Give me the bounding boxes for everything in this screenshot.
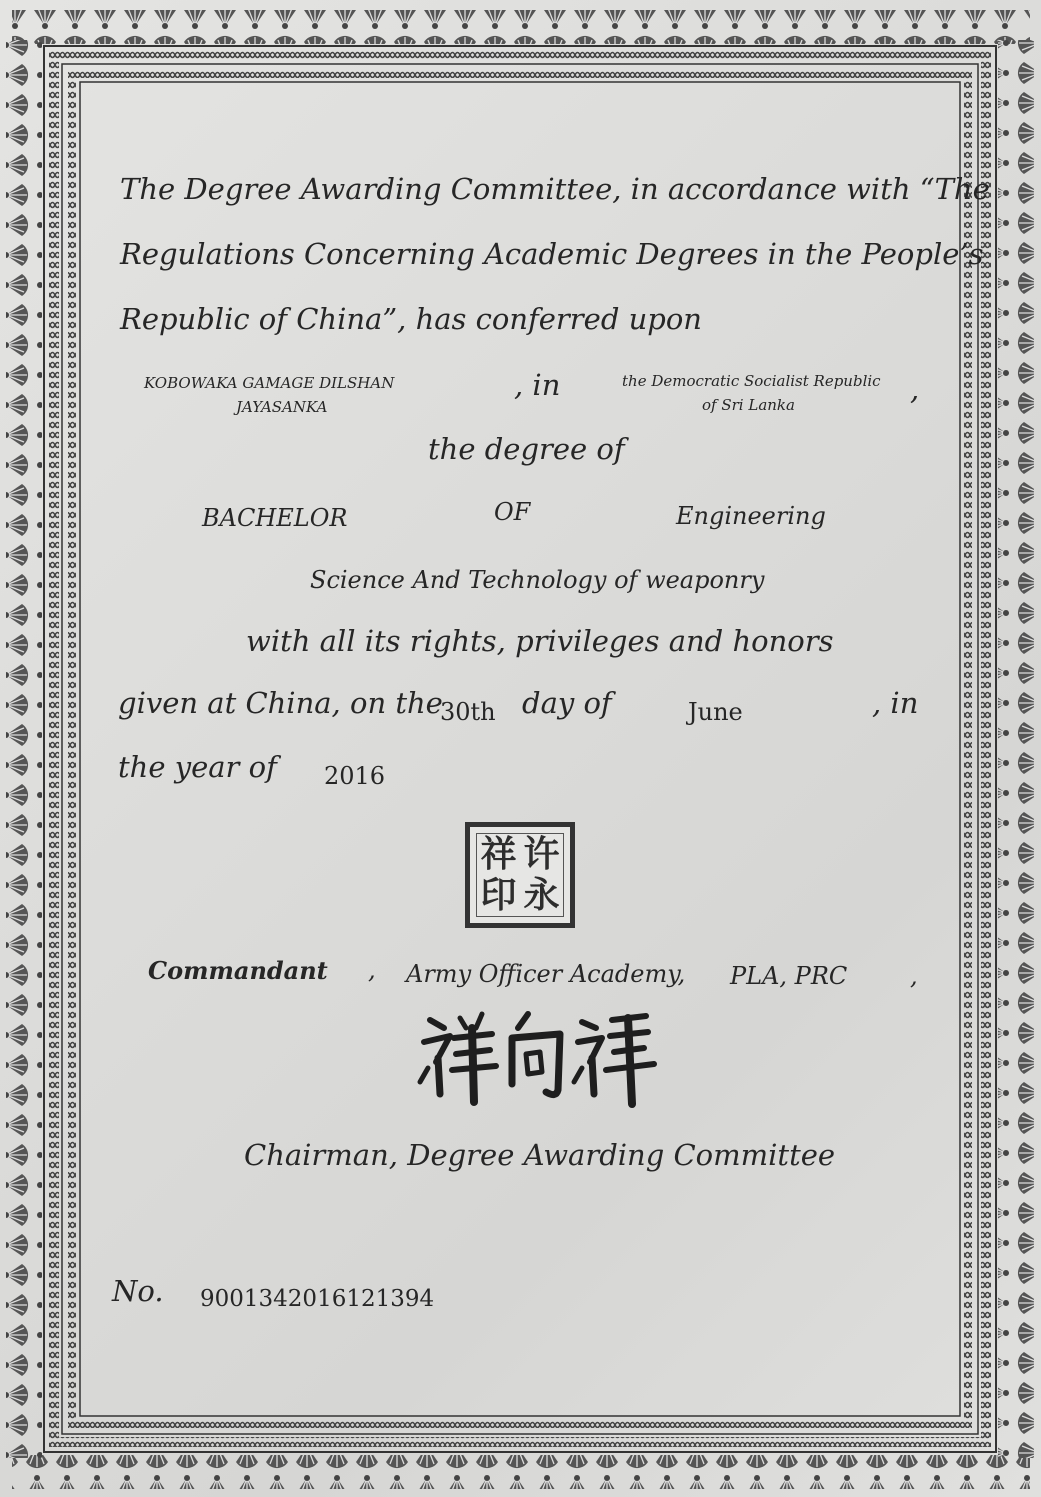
- chairman-signature: [410, 998, 660, 1108]
- intro-line-2: Regulations Concerning Academic Degrees in the People’s: [120, 237, 984, 271]
- intro-line-1: The Degree Awarding Committee, in accordance with “The: [120, 172, 990, 206]
- signatory-country: PLA, PRC: [730, 962, 848, 990]
- degree-level: BACHELOR: [202, 504, 348, 532]
- degree-intro: the degree of: [428, 432, 625, 466]
- date-year-label: the year of: [118, 750, 277, 784]
- seal-char: 祥: [480, 833, 517, 875]
- date-given-label: given at China, on the: [118, 686, 443, 720]
- recipient-name-line-2: JAYASANKA: [236, 398, 328, 416]
- signatory-comma-2: ,: [910, 962, 918, 990]
- certificate-number-value: 9001342016121394: [200, 1286, 435, 1312]
- intro-line-3: Republic of China”, has conferred upon: [120, 302, 702, 336]
- recipient-country-line-2: of Sri Lanka: [702, 396, 795, 414]
- date-day-of-label: day of: [522, 686, 612, 720]
- signatory-comma-1: ,: [368, 956, 376, 984]
- date-year: 2016: [324, 762, 386, 790]
- recipient-in-label: , in: [514, 368, 561, 402]
- date-in-label: , in: [872, 686, 919, 720]
- date-day: 30th: [440, 698, 496, 726]
- chairman-title: Chairman, Degree Awarding Committee: [244, 1138, 836, 1172]
- official-seal: [465, 822, 575, 928]
- certificate-number-label: No.: [112, 1274, 164, 1308]
- degree-rights: with all its rights, privileges and honors: [246, 624, 834, 658]
- degree-major: Science And Technology of weaponry: [310, 566, 765, 594]
- seal-char: 永: [523, 874, 560, 916]
- recipient-country-line-1: the Democratic Socialist Republic: [622, 372, 881, 390]
- recipient-name-line-1: KOBOWAKA GAMAGE DILSHAN: [144, 374, 395, 392]
- seal-char: 印: [480, 874, 517, 916]
- degree-of-label: OF: [494, 498, 531, 526]
- recipient-trailing-comma: ,: [910, 372, 920, 406]
- date-month: June: [688, 698, 743, 726]
- signatory-title: Commandant: [148, 956, 328, 985]
- degree-field: Engineering: [676, 502, 826, 530]
- seal-char: 许: [523, 833, 560, 875]
- signatory-institution: Army Officer Academy,: [406, 960, 686, 988]
